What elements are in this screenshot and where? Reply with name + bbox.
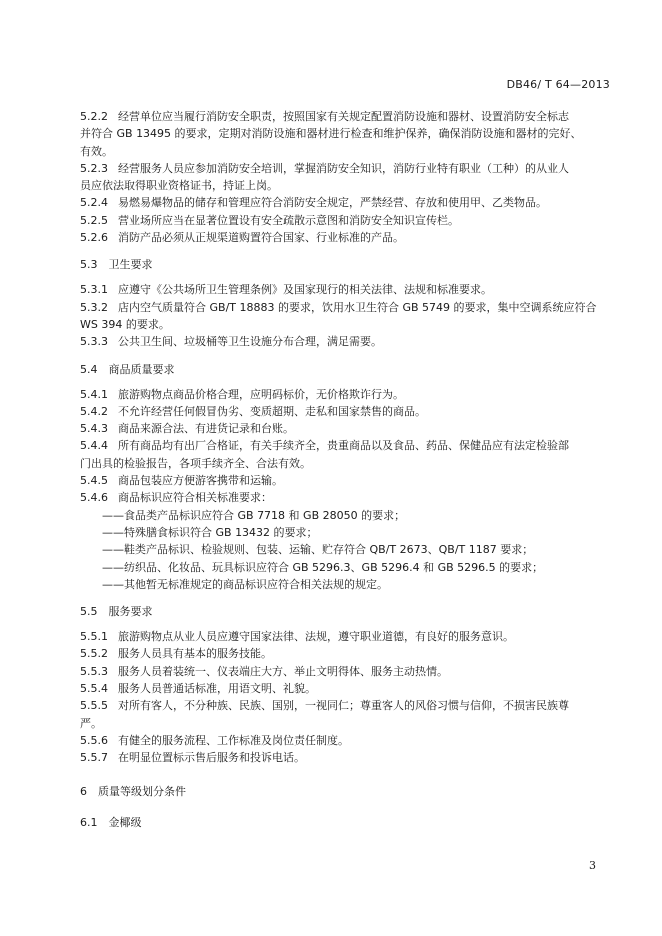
clause-number: 5.3.3 (80, 335, 108, 349)
clause-number: 5.5.3 (80, 664, 108, 678)
clause-5-5-2 (80, 645, 602, 662)
clause-5-3-2 (80, 299, 602, 334)
clause-5-5-1 (80, 628, 602, 645)
clause-number: 5.3.2 (80, 300, 108, 314)
clause-text: 商品来源合法、有进货记录和台账。 (118, 422, 294, 436)
clause-number: 5.2.5 (80, 213, 108, 227)
clause-text: 应遵守《公共场所卫生管理条例》及国家现行的相关法律、法规和标准要求。 (118, 283, 492, 297)
clause-number: 5.5.7 (80, 751, 108, 765)
clause-text: 所有商品均有出厂合格证，有关手续齐全，贵重商品以及食品、药品、保健品应有法定检验部 (118, 439, 569, 453)
clause-text: 在明显位置标示售后服务和投诉电话。 (118, 751, 305, 765)
clause-5-5-3 (80, 663, 602, 680)
document-body (80, 108, 602, 839)
section-heading-6-1: 6.1 金椰级 (80, 815, 142, 829)
clause-text-cont: 门出具的检验报告，各项手续齐全、合法有效。 (80, 456, 311, 470)
clause-text-cont: 严。 (80, 716, 102, 730)
clause-5-2-3 (80, 160, 602, 195)
list-item: ——其他暂无标准规定的商品标识应符合相关法规的规定。 (102, 577, 388, 591)
clause-text-cont: 员应依法取得职业资格证书，持证上岗。 (80, 179, 278, 193)
clause-text: 服务人员具有基本的服务技能。 (118, 647, 272, 661)
clause-text: 对所有客人，不分种族、民族、国别，一视同仁；尊重客人的风俗习惯与信仰，不损害民族尊 (118, 699, 569, 713)
labeling-requirements-list (80, 507, 602, 593)
list-item: ——特殊膳食标识符合 GB 13432 的要求； (102, 525, 318, 539)
clause-5-5-4 (80, 680, 602, 697)
clause-number: 5.2.4 (80, 196, 108, 210)
clause-text: 易燃易爆物品的储存和管理应符合消防安全规定，严禁经营、存放和使用甲、乙类物品。 (118, 196, 547, 210)
clause-5-2-2 (80, 108, 602, 160)
clause-5-4-5 (80, 472, 602, 489)
section-heading-6: 6 质量等级划分条件 (80, 784, 186, 798)
clause-text: 不允许经营任何假冒伪劣、变质超期、走私和国家禁售的商品。 (118, 404, 426, 418)
clause-text: 商品包装应方便游客携带和运输。 (118, 474, 283, 488)
section-5-5-items (80, 628, 602, 766)
clause-5-4-2 (80, 403, 602, 420)
clause-number: 5.5.2 (80, 647, 108, 661)
clause-number: 5.2.2 (80, 110, 108, 123)
clause-text: 服务人员着装统一、仪表端庄大方、举止文明得体、服务主动热情。 (118, 664, 448, 678)
clause-text-cont: 并符合 GB 13495 的要求，定期对消防设施和器材进行检查和维护保养，确保消防设施和器材的完好、 (80, 127, 582, 141)
clause-5-2-6 (80, 229, 602, 246)
clause-number: 5.4.4 (80, 439, 108, 453)
section-heading-5-5: 5.5 服务要求 (80, 605, 153, 619)
clause-number: 5.4.3 (80, 422, 108, 436)
clause-number: 5.5.4 (80, 682, 108, 696)
clause-number: 5.4.1 (80, 387, 108, 401)
clause-text: 经营服务人员应参加消防安全培训，掌握消防安全知识，消防行业特有职业（工种）的从业人 (118, 161, 569, 175)
clause-5-5-6 (80, 732, 602, 749)
clause-5-3-3 (80, 333, 602, 350)
clause-number: 5.5.6 (80, 733, 108, 747)
clause-text: 服务人员普通话标准，用语文明、礼貌。 (118, 682, 316, 696)
section-heading-5-3: 5.3 卫生要求 (80, 258, 153, 272)
clause-5-5-7 (80, 749, 602, 766)
clause-5-4-4 (80, 437, 602, 472)
clause-number: 5.4.6 (80, 491, 108, 505)
clause-5-3-1 (80, 281, 602, 298)
clause-5-5-5 (80, 697, 602, 732)
clause-text-cont: 有效。 (80, 144, 113, 158)
list-item: ——食品类产品标识应符合 GB 7718 和 GB 28050 的要求； (102, 508, 406, 522)
clause-number: 5.5.5 (80, 699, 108, 713)
section-5-4-items (80, 386, 602, 594)
clause-number: 5.3.1 (80, 283, 108, 297)
clause-text: 商品标识应符合相关标准要求： (118, 491, 272, 505)
clause-5-2-5 (80, 212, 602, 229)
clause-text: 旅游购物点商品价格合理，应明码标价，无价格欺诈行为。 (118, 387, 404, 401)
clause-5-4-3 (80, 420, 602, 437)
clause-text: 店内空气质量符合 GB/T 18883 的要求，饮用水卫生符合 GB 5749 的要求，集中空调系统应符合 (118, 300, 597, 314)
clause-number: 5.2.6 (80, 231, 108, 245)
clause-number: 5.4.2 (80, 404, 108, 418)
clause-5-4-1 (80, 386, 602, 403)
list-item: ——鞋类产品标识、检验规则、包装、运输、贮存符合 QB/T 2673、QB/T 1187 要求； (102, 543, 534, 557)
clause-text-cont: WS 394 的要求。 (80, 317, 170, 331)
document-header-id: DB46/ T 64—2013 (506, 78, 610, 91)
clause-text: 消防产品必须从正规渠道购置符合国家、行业标准的产品。 (118, 231, 404, 245)
clause-text: 旅游购物点从业人员应遵守国家法律、法规，遵守职业道德，有良好的服务意识。 (118, 630, 514, 644)
clause-number: 5.5.1 (80, 630, 108, 644)
clause-text: 经营单位应当履行消防安全职责，按照国家有关规定配置消防设施和器材、设置消防安全标志 (118, 110, 569, 123)
clause-text: 营业场所应当在显著位置设有安全疏散示意图和消防安全知识宣传栏。 (118, 213, 459, 227)
clause-number: 5.2.3 (80, 161, 108, 175)
section-5-3-items (80, 281, 602, 350)
page-number: 3 (589, 859, 596, 872)
clause-number: 5.4.5 (80, 474, 108, 488)
clause-text: 有健全的服务流程、工作标准及岗位责任制度。 (118, 733, 349, 747)
clause-5-2-4 (80, 194, 602, 211)
section-5-2-items (80, 108, 602, 246)
clause-text: 公共卫生间、垃圾桶等卫生设施分布合理，满足需要。 (118, 335, 382, 349)
clause-5-4-6 (80, 489, 602, 506)
section-heading-5-4: 5.4 商品质量要求 (80, 362, 175, 376)
list-item: ——纺织品、化妆品、玩具标识应符合 GB 5296.3、GB 5296.4 和 GB 5296.5 的要求； (102, 560, 544, 574)
